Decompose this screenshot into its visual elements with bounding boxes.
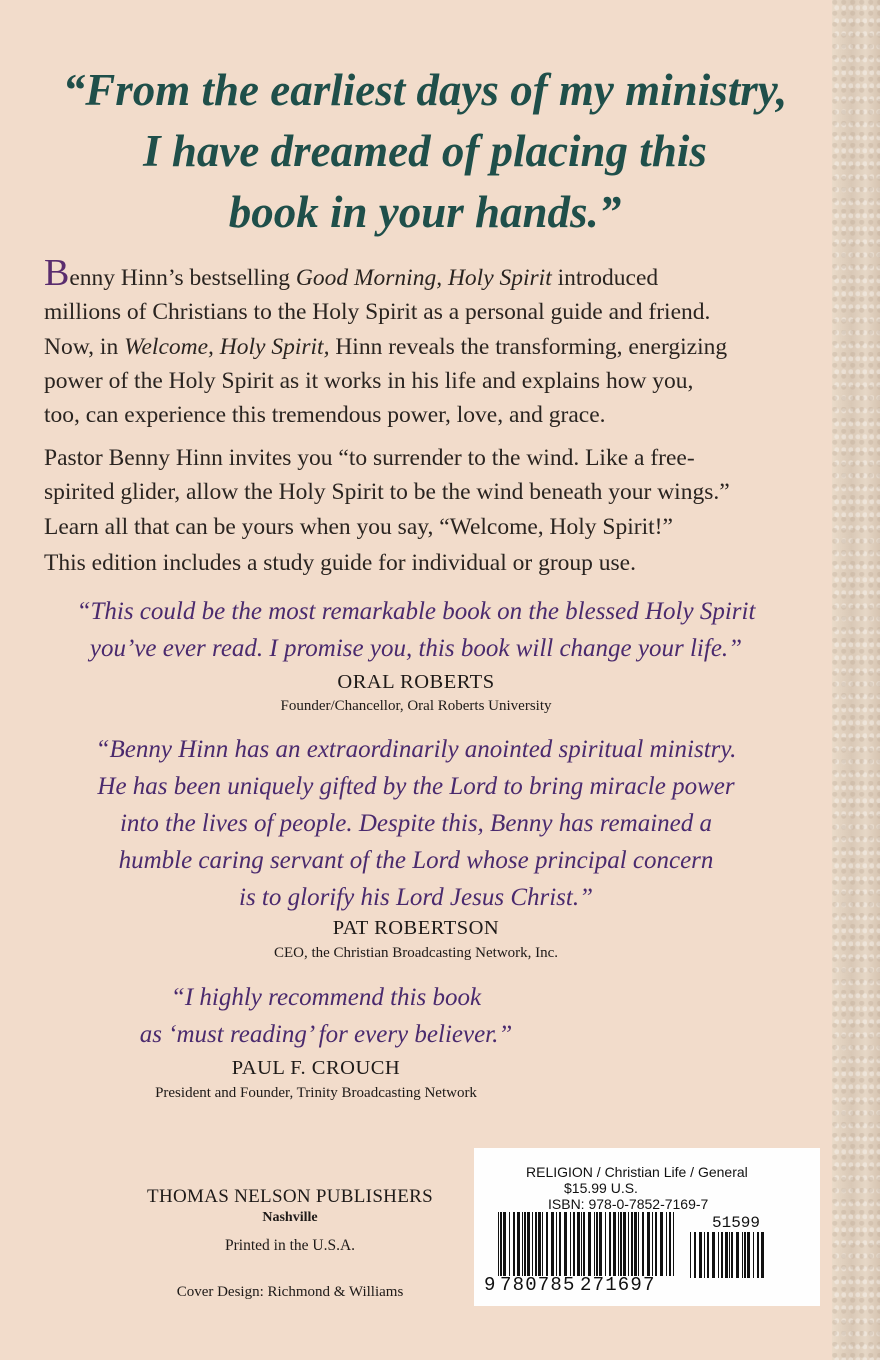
barcode-bar bbox=[599, 1212, 602, 1276]
quote-line: is to glorify his Lord Jesus Christ.” bbox=[239, 884, 593, 911]
barcode-bar bbox=[638, 1212, 639, 1276]
barcode-bar bbox=[532, 1212, 533, 1276]
barcode-bar bbox=[647, 1212, 650, 1276]
endorser-title: President and Founder, Trinity Broadcasting Network bbox=[155, 1085, 477, 1101]
barcode-bar bbox=[527, 1212, 530, 1276]
barcode-bar bbox=[704, 1232, 705, 1278]
textured-spine-edge bbox=[832, 0, 880, 1360]
barcode-price: $15.99 U.S. bbox=[564, 1180, 638, 1196]
barcode-digit-group-1: 780785 bbox=[500, 1274, 576, 1296]
barcode-bar bbox=[588, 1212, 591, 1276]
barcode-bar bbox=[642, 1212, 644, 1276]
barcode-bar bbox=[513, 1212, 515, 1276]
headline-line: I have dreamed of placing this bbox=[143, 126, 707, 176]
headline-quote bbox=[40, 60, 810, 243]
quote-line: He has been uniquely gifted by the Lord to bring miracle power bbox=[97, 773, 735, 800]
quote-line: humble caring servant of the Lord whose principal concern bbox=[118, 847, 714, 874]
barcode-bar bbox=[718, 1232, 719, 1278]
barcode-bar bbox=[753, 1232, 754, 1278]
barcode-digit-group-2: 271697 bbox=[580, 1274, 656, 1296]
barcode-bar bbox=[573, 1212, 575, 1276]
barcode-bar bbox=[618, 1212, 619, 1276]
barcode-bar bbox=[712, 1232, 715, 1278]
text-line: millions of Christians to the Holy Spirit as a personal guide and friend. bbox=[44, 299, 711, 326]
barcode-bar bbox=[666, 1212, 667, 1276]
text-run: Hinn reveals the transforming, energizing bbox=[329, 333, 728, 360]
barcode-bar bbox=[556, 1212, 557, 1276]
printed-in: Printed in the U.S.A. bbox=[224, 1237, 356, 1254]
barcode-bar bbox=[731, 1232, 733, 1278]
barcode-bar bbox=[570, 1212, 571, 1276]
quote-line: into the lives of people. Despite this, Benny has remained a bbox=[119, 810, 712, 837]
description-paragraph-1 bbox=[44, 252, 814, 432]
barcode-label bbox=[474, 1148, 820, 1306]
barcode-bar bbox=[729, 1232, 730, 1278]
barcode-bar bbox=[631, 1212, 633, 1276]
barcode-bar bbox=[503, 1212, 506, 1276]
endorser-title: Founder/Chancellor, Oral Roberts University bbox=[280, 698, 552, 714]
quote-line: as ‘must reading’ for every believer.” bbox=[139, 1021, 513, 1048]
endorsement-quote-pat-robertson bbox=[0, 731, 832, 916]
barcode-bar bbox=[690, 1232, 691, 1278]
price-code-digits: 51599 bbox=[712, 1214, 761, 1232]
quote-line: “Benny Hinn has an extraordinarily anointed spiritual ministry. bbox=[95, 736, 737, 763]
text-line: This edition includes a study guide for individual or group use. bbox=[44, 550, 636, 576]
barcode-bar bbox=[757, 1232, 759, 1278]
barcode-bar bbox=[535, 1212, 537, 1276]
barcode-bar bbox=[707, 1232, 709, 1278]
barcode-bar bbox=[498, 1212, 499, 1276]
endorsement-quote-oral-roberts bbox=[0, 593, 832, 667]
barcode-bar bbox=[669, 1212, 671, 1276]
barcode-bar bbox=[522, 1212, 523, 1276]
headline-line: “From the earliest days of my ministry, bbox=[62, 65, 788, 115]
barcode-bar bbox=[583, 1212, 585, 1276]
barcode-bar bbox=[609, 1212, 611, 1276]
barcode-bar bbox=[673, 1212, 674, 1276]
endorser-name: PAT ROBERTSON bbox=[332, 917, 500, 939]
book-title-italic: Good Morning, Holy Spirit bbox=[295, 265, 552, 291]
text-run: Now, in bbox=[44, 333, 125, 360]
barcode-bar bbox=[623, 1212, 626, 1276]
barcode-bar bbox=[577, 1212, 580, 1276]
book-title-italic: Welcome, Holy Spirit, bbox=[124, 333, 330, 360]
text-run: introduced bbox=[551, 265, 659, 291]
barcode-bar bbox=[551, 1212, 554, 1276]
barcode-bar bbox=[742, 1232, 743, 1278]
barcode-isbn: ISBN: 978-0-7852-7169-7 bbox=[548, 1196, 709, 1212]
barcode-bar bbox=[744, 1232, 746, 1278]
text-line: power of the Holy Spirit as it works in his life and explains how you, bbox=[44, 367, 694, 394]
quote-line: “I highly recommend this book bbox=[170, 984, 482, 1011]
barcode-bar bbox=[581, 1212, 582, 1276]
quote-line: “This could be the most remarkable book on the blessed Holy Spirit bbox=[76, 598, 756, 625]
cover-design-credit: Cover Design: Richmond & Williams bbox=[176, 1284, 404, 1300]
barcode-bar bbox=[620, 1212, 622, 1276]
barcode-bar bbox=[660, 1212, 663, 1276]
publisher-name: THOMAS NELSON PUBLISHERS bbox=[147, 1186, 433, 1207]
quote-line: you’ve ever read. I promise you, this book will change your life.” bbox=[89, 635, 743, 662]
endorsement-quote-paul-crouch bbox=[0, 979, 742, 1053]
barcode-bar bbox=[634, 1212, 637, 1276]
barcode-bar bbox=[542, 1212, 543, 1276]
barcode-bar bbox=[559, 1212, 561, 1276]
barcode-bar bbox=[509, 1212, 510, 1276]
barcode-bar bbox=[655, 1212, 657, 1276]
endorser-title: CEO, the Christian Broadcasting Network, Inc. bbox=[273, 945, 559, 961]
text-run: enny Hinn’s bestselling bbox=[69, 265, 296, 291]
barcode-digit-first: 9 bbox=[484, 1274, 496, 1296]
barcode-bar bbox=[605, 1212, 606, 1276]
barcode-bar bbox=[694, 1232, 696, 1278]
drop-cap: B bbox=[44, 252, 70, 294]
barcode-bar bbox=[725, 1232, 728, 1278]
endorser-name: PAUL F. CROUCH bbox=[231, 1057, 401, 1079]
publisher-city: Nashville bbox=[262, 1210, 318, 1225]
barcode-bar bbox=[538, 1212, 541, 1276]
barcode-bar bbox=[652, 1212, 653, 1276]
text-line: Pastor Benny Hinn invites you “to surrender to the wind. Like a free- bbox=[44, 445, 695, 471]
barcode-bar bbox=[594, 1212, 595, 1276]
barcode-bar bbox=[517, 1212, 520, 1276]
text-line: too, can experience this tremendous power, love, and grace. bbox=[44, 402, 606, 429]
barcode-bar bbox=[564, 1212, 567, 1276]
headline-line: book in your hands.” bbox=[228, 187, 622, 237]
description-paragraph-2 bbox=[44, 441, 814, 544]
barcode-bar bbox=[736, 1232, 739, 1278]
barcode-bar bbox=[747, 1232, 750, 1278]
barcode-category: RELIGION / Christian Life / General bbox=[526, 1164, 748, 1180]
endorser-name: ORAL ROBERTS bbox=[337, 671, 495, 693]
barcode-bar bbox=[546, 1212, 548, 1276]
barcode-bar bbox=[628, 1212, 629, 1276]
barcode-bar bbox=[699, 1232, 702, 1278]
barcode-bar bbox=[761, 1232, 764, 1278]
text-line: Learn all that can be yours when you say, “Welcome, Holy Spirit!” bbox=[44, 513, 673, 540]
barcode-bar bbox=[613, 1212, 616, 1276]
text-line: spirited glider, allow the Holy Spirit to be the wind beneath your wings.” bbox=[44, 479, 730, 506]
barcode-bar bbox=[721, 1232, 723, 1278]
barcode-bar bbox=[596, 1212, 598, 1276]
barcode-bar bbox=[524, 1212, 526, 1276]
description-paragraph-3 bbox=[44, 546, 814, 580]
barcode-bar bbox=[500, 1212, 502, 1276]
